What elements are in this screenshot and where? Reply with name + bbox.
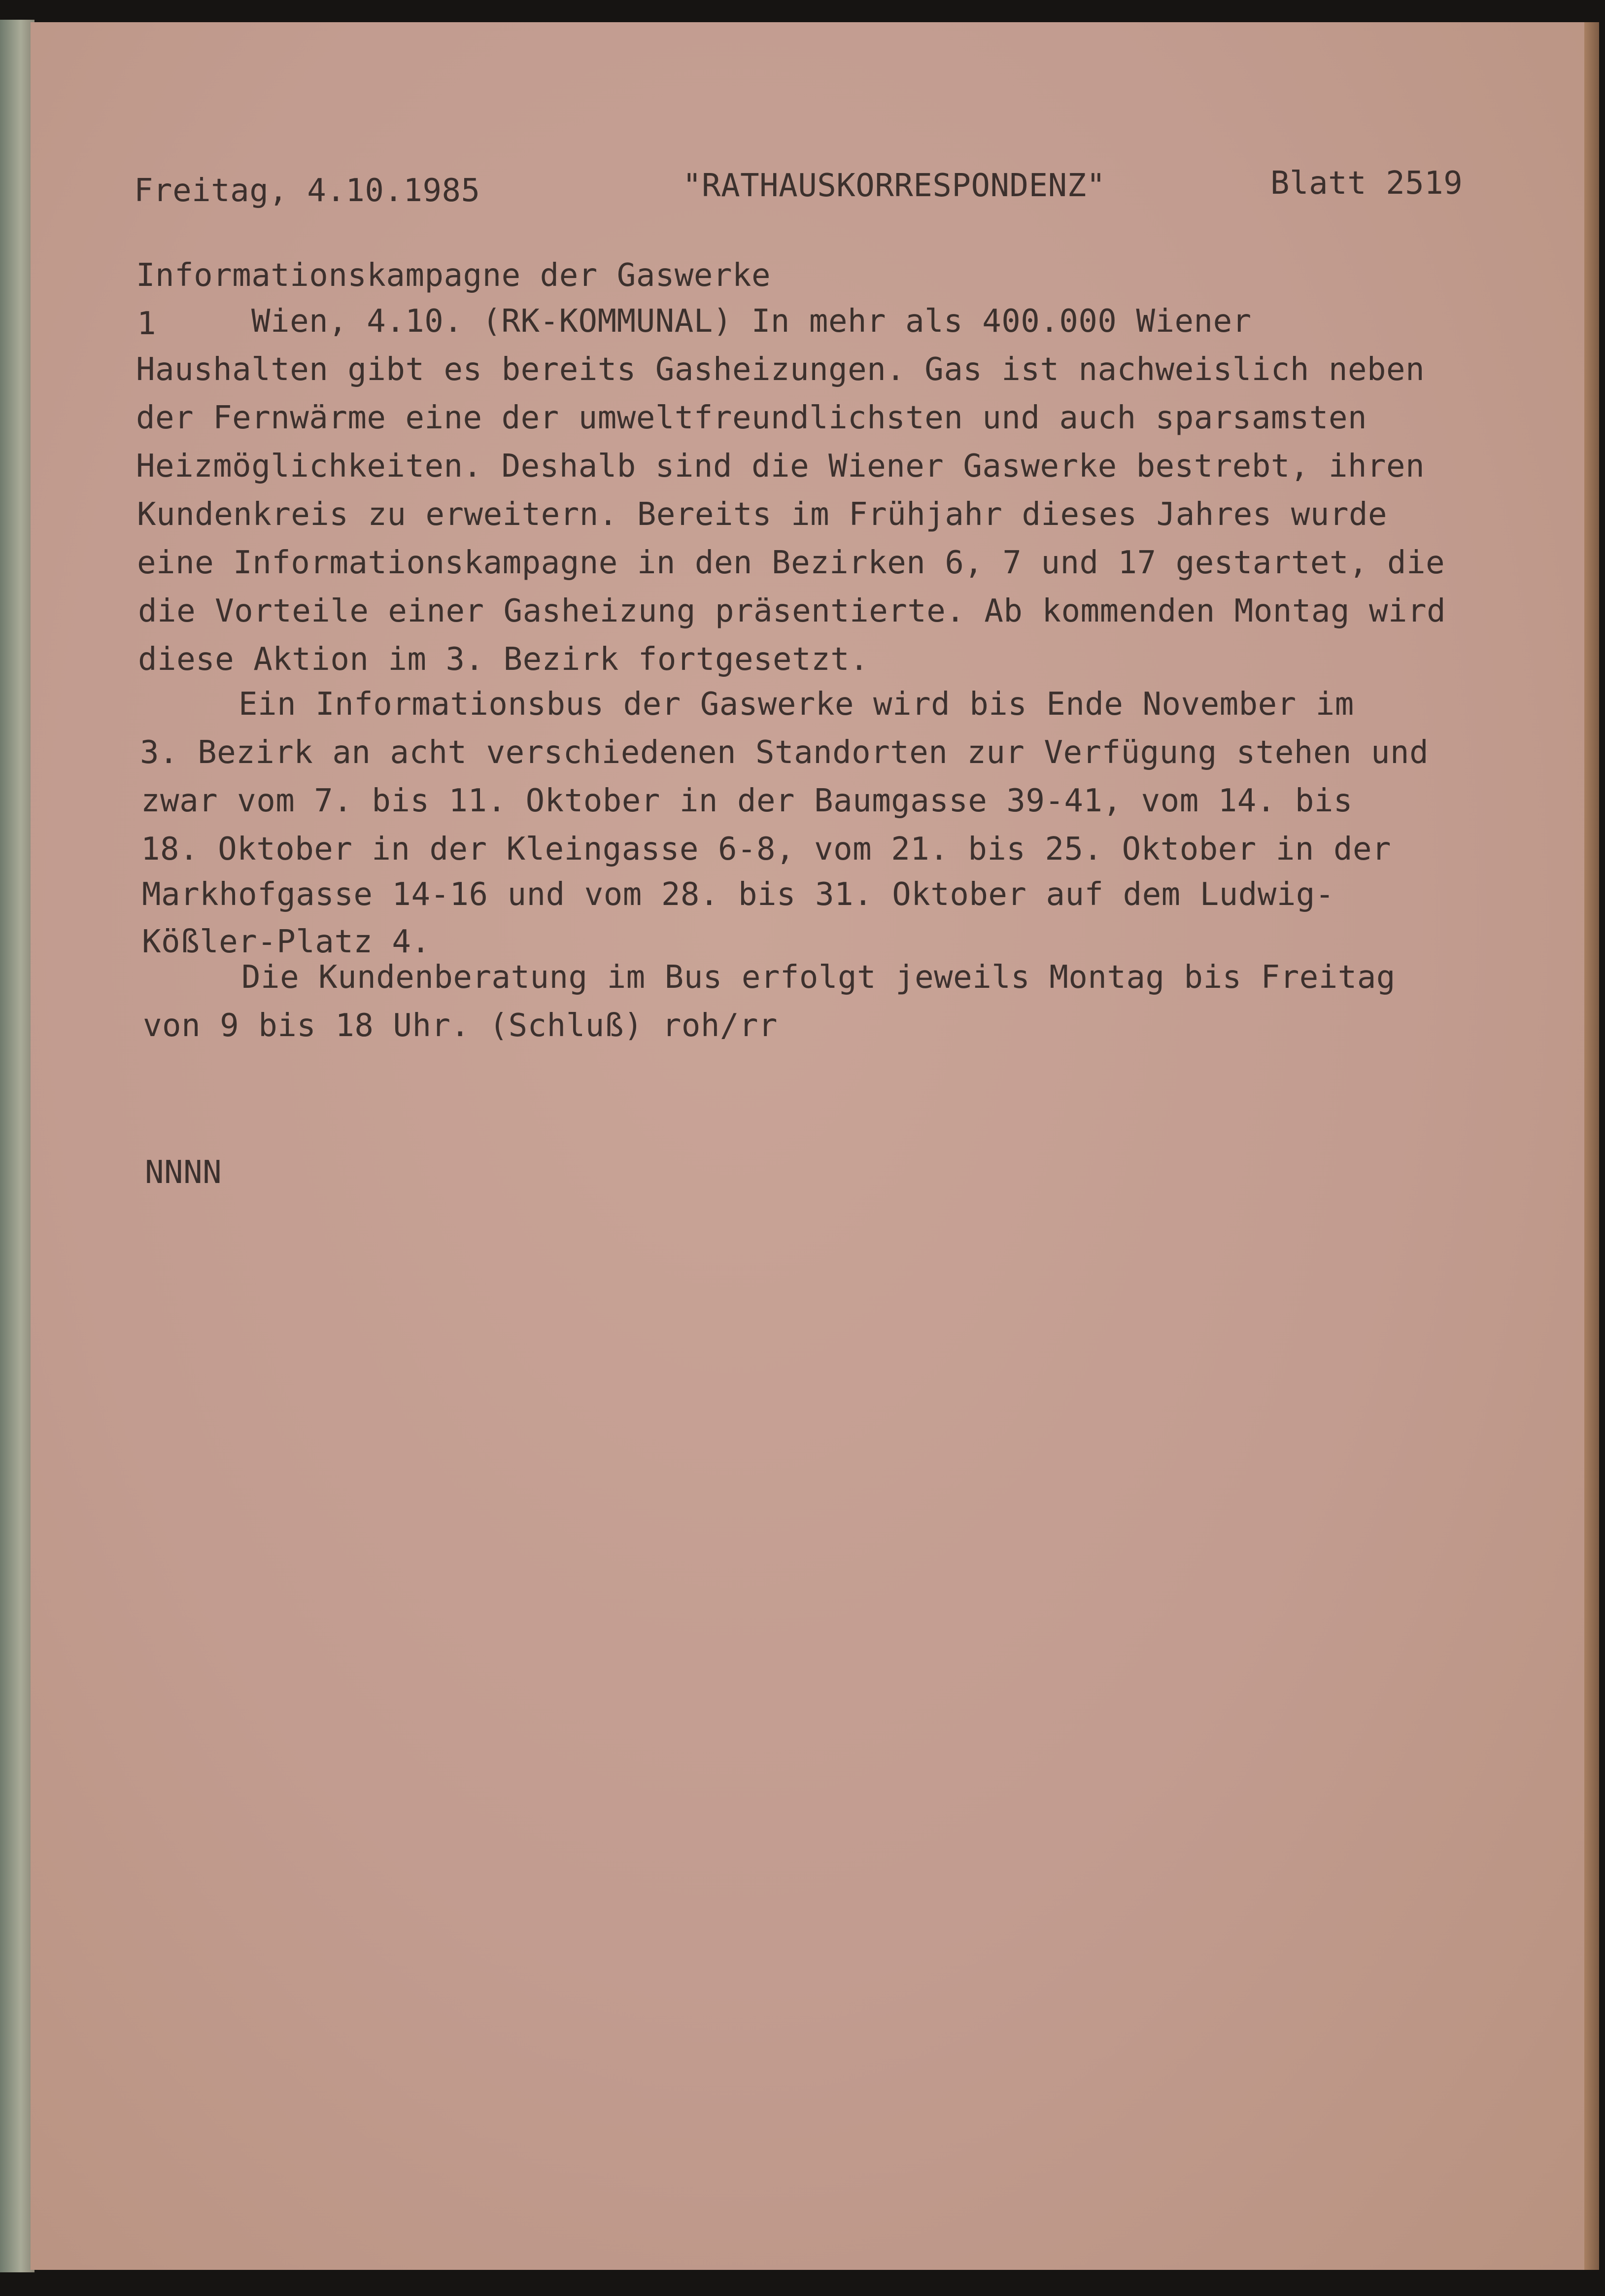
header-date: Freitag, 4.10.1985 [134, 173, 480, 209]
text-line: Kundenkreis zu erweitern. Bereits im Frühjahr dieses Jahres wurde [137, 496, 1388, 533]
page-edge [1584, 22, 1599, 2270]
text-line: die Vorteile einer Gasheizung präsentierte. Ab kommenden Montag wird [138, 593, 1446, 629]
header-publication: "RATHAUSKORRESPONDENZ" [683, 168, 1106, 204]
text-line: der Fernwärme eine der umweltfreundlichsten und auch sparsamsten [136, 400, 1367, 436]
text-line: Haushalten gibt es bereits Gasheizungen. Gas ist nachweislich neben [136, 351, 1425, 388]
article-number: 1 [137, 306, 157, 342]
end-mark: NNNN [145, 1154, 222, 1191]
text-line: Ein Informationsbus der Gaswerke wird bis Ende November im [239, 686, 1354, 723]
text-line: 3. Bezirk an acht verschiedenen Standorten zur Verfügung stehen und [140, 734, 1429, 771]
text-line: Heizmöglichkeiten. Deshalb sind die Wiener Gaswerke bestrebt, ihren [136, 448, 1425, 485]
text-line: Markhofgasse 14-16 und vom 28. bis 31. Oktober auf dem Ludwig- [142, 876, 1334, 913]
text-line: eine Informationskampagne in den Bezirken 6, 7 und 17 gestartet, die [137, 545, 1445, 581]
text-line: zwar vom 7. bis 11. Oktober in der Baumgasse 39-41, vom 14. bis [141, 783, 1353, 819]
text-line: 18. Oktober in der Kleingasse 6-8, vom 21. bis 25. Oktober in der [141, 831, 1392, 868]
text-line: diese Aktion im 3. Bezirk fortgesetzt. [138, 641, 869, 678]
text-line: Kößler-Platz 4. [142, 924, 431, 960]
text-line: von 9 bis 18 Uhr. (Schluß) roh/rr [143, 1008, 778, 1044]
text-line: Die Kundenberatung im Bus erfolgt jeweils Montag bis Freitag [241, 959, 1396, 996]
header-sheet: Blatt 2519 [1270, 165, 1463, 202]
binding-edge [0, 20, 34, 2272]
text-line: Wien, 4.10. (RK-KOMMUNAL) In mehr als 400.000 Wiener [251, 303, 1252, 340]
article-title: Informationskampagne der Gaswerke [136, 257, 771, 294]
